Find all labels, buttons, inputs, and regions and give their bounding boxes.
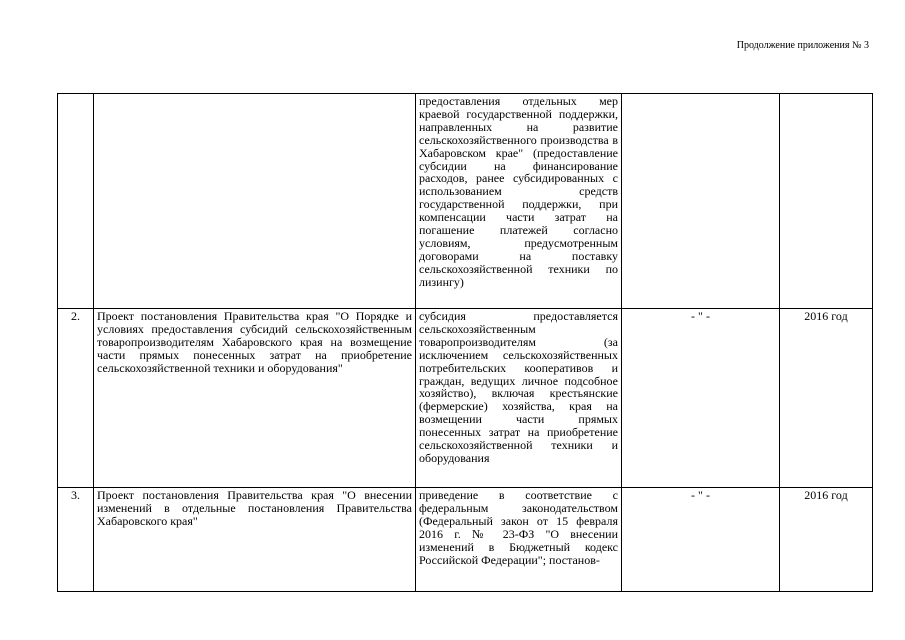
table-row — [58, 488, 873, 592]
row-number: 2. — [58, 309, 94, 488]
responsible — [622, 94, 780, 309]
document-basis: приведение в соответствие с федеральным законодательством (Федеральный закон от 15 февраля 2016 г. № 23-ФЗ "О внесении изменений в Бюджетный кодекс Российской Федерации"; постанов- — [416, 488, 622, 592]
document-basis: предоставления отдельных мер краевой государственной поддержки, направленных на развитие сельскохозяйственного производства в Хабаровском крае" (предоставление субсидии на финансирование расходов, ранее субсидированных с использованием средств государственной поддержки, при компенсации части затрат на погашение платежей согласно условиям, предусмотренным договорами на поставку сельскохозяйственной техники по лизингу) — [416, 94, 622, 309]
document-name: Проект постановления Правительства края "О Порядке и условиях предоставления субсидий сельскохозяйственным товаропроизводителям Хабаровского края на возмещение части прямых понесенных затрат на приобретение сельскохозяйственной техники и оборудования" — [94, 309, 416, 488]
responsible: - " - — [622, 309, 780, 488]
table-row — [58, 94, 873, 309]
document-name — [94, 94, 416, 309]
term: 2016 год — [780, 488, 873, 592]
document-basis: субсидия предоставляется сельскохозяйственным товаропроизводителям (за исключением сельскохозяйственных потребительских кооперативов и граждан, ведущих личное подсобное хозяйство), включая крестьянские (фермерские) хозяйства, края на возмещении части прямых понесенных затрат на приобретение сельскохозяйственной техники и оборудования — [416, 309, 622, 488]
document-name: Проект постановления Правительства края "О внесении изменений в отдельные постановления Правительства Хабаровского края" — [94, 488, 416, 592]
running-header: Продолжение приложения № 3 — [736, 40, 869, 51]
plan-table — [57, 93, 873, 592]
term: 2016 год — [780, 309, 873, 488]
responsible: - " - — [622, 488, 780, 592]
row-number: 3. — [58, 488, 94, 592]
table-row — [58, 309, 873, 488]
term — [780, 94, 873, 309]
row-number — [58, 94, 94, 309]
